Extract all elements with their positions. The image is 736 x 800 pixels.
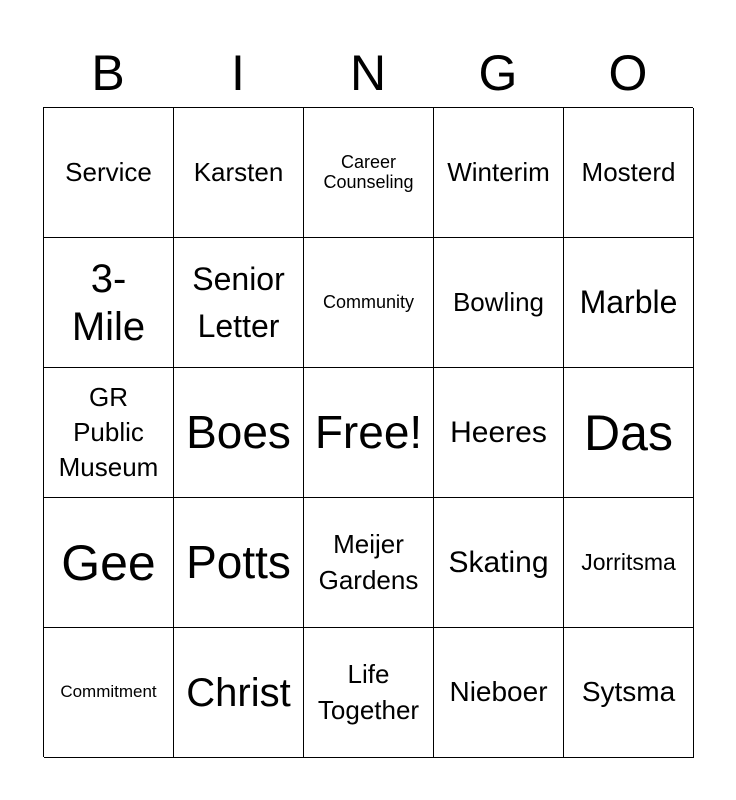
cell-label: Boes [186, 405, 291, 458]
bingo-cell[interactable] [174, 368, 304, 498]
header-letter-n: N [349, 45, 387, 101]
bingo-cell[interactable] [434, 628, 564, 758]
cell-label: Skating [448, 546, 549, 579]
cell-label: Community [322, 291, 415, 312]
bingo-cell[interactable] [304, 498, 434, 628]
bingo-cell[interactable] [434, 238, 564, 368]
cell-label: GR Public Museum [58, 381, 159, 483]
cell-label: Christ [186, 670, 291, 715]
bingo-cell[interactable] [304, 108, 434, 238]
cell-label: Life Together [317, 659, 420, 725]
cell-label: Karsten [193, 156, 284, 187]
cell-label: Sytsma [581, 676, 676, 708]
bingo-cell[interactable] [174, 108, 304, 238]
free-space-label: Free! [314, 405, 423, 458]
bingo-cell[interactable] [434, 498, 564, 628]
cell-label: Heeres [450, 416, 547, 449]
cell-label: Potts [186, 535, 291, 588]
cell-label: Service [65, 156, 152, 187]
bingo-cell[interactable] [434, 108, 564, 238]
cell-label: Senior Letter [192, 261, 285, 344]
header-letter-o: O [608, 45, 648, 101]
cell-label: Commitment [60, 682, 157, 702]
cell-label: Nieboer [449, 676, 548, 708]
bingo-cell[interactable] [44, 628, 174, 758]
bingo-cell[interactable] [304, 238, 434, 368]
header-letter-b: B [91, 45, 125, 101]
bingo-header [43, 38, 693, 108]
bingo-cell[interactable] [174, 628, 304, 758]
cell-label: Jorritsma [581, 548, 676, 575]
bingo-cell[interactable] [564, 368, 694, 498]
bingo-cell[interactable] [564, 498, 694, 628]
bingo-card-grid [43, 107, 693, 757]
cell-label: Gee [61, 534, 156, 591]
bingo-cell[interactable] [564, 108, 694, 238]
bingo-cell[interactable] [564, 628, 694, 758]
cell-label: Mosterd [581, 156, 676, 187]
header-letter-g: G [478, 45, 518, 101]
bingo-cell[interactable] [44, 368, 174, 498]
cell-label: Das [584, 404, 673, 461]
cell-label: Bowling [452, 286, 545, 317]
bingo-cell[interactable] [174, 238, 304, 368]
bingo-cell[interactable] [44, 238, 174, 368]
cell-label: Winterim [447, 156, 550, 187]
bingo-cell[interactable] [44, 498, 174, 628]
cell-label: Career Counseling [323, 151, 414, 192]
bingo-cell free-space[interactable] [304, 368, 434, 498]
cell-label: Meijer Gardens [318, 529, 419, 595]
cell-label: Marble [579, 284, 678, 321]
header-letter-i: I [231, 45, 245, 101]
bingo-cell[interactable] [564, 238, 694, 368]
bingo-cell[interactable] [44, 108, 174, 238]
bingo-cell[interactable] [304, 628, 434, 758]
cell-label: 3- Mile [71, 256, 146, 349]
bingo-cell[interactable] [434, 368, 564, 498]
bingo-cell[interactable] [174, 498, 304, 628]
